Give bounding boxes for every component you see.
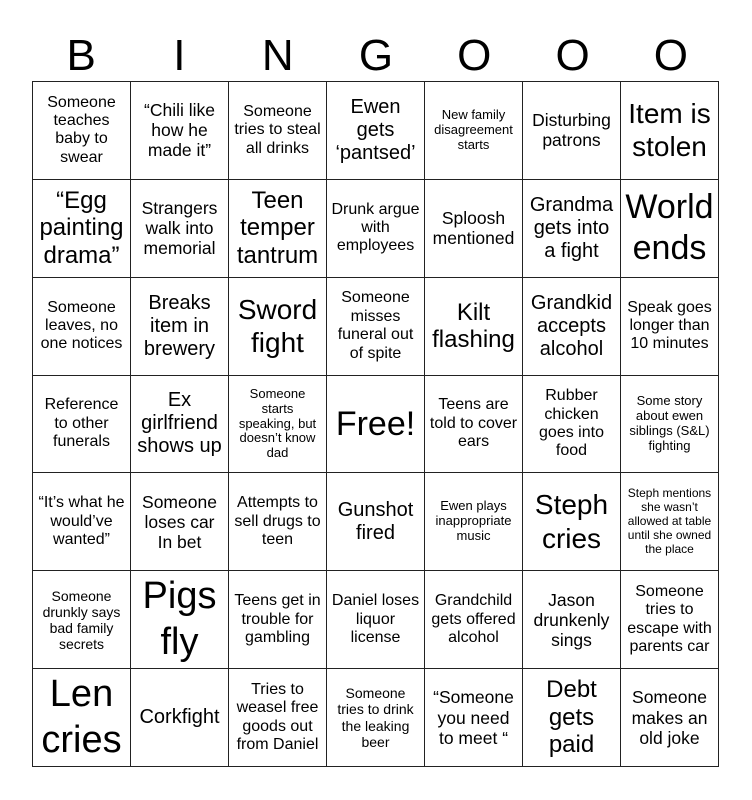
bingo-cell[interactable]: Grandkid accepts alcohol	[523, 278, 621, 376]
bingo-cell[interactable]: Kilt flashing	[425, 278, 523, 376]
bingo-cell[interactable]: Ewen gets ‘pantsed’	[327, 82, 425, 180]
bingo-cell[interactable]: Ex girlfriend shows up	[131, 376, 229, 474]
bingo-cell[interactable]: Grandma gets into a fight	[523, 180, 621, 278]
bingo-cell[interactable]: Rubber chicken goes into food	[523, 376, 621, 474]
bingo-cell[interactable]: Reference to other funerals	[33, 376, 131, 474]
free-space[interactable]: Free!	[327, 376, 425, 474]
bingo-cell[interactable]: Speak goes longer than 10 minutes	[621, 278, 719, 376]
bingo-cell[interactable]: “It’s what he would’ve wanted”	[33, 473, 131, 571]
header-letter-o-2: O	[555, 31, 590, 80]
bingo-cell[interactable]: “Egg painting drama”	[33, 180, 131, 278]
bingo-cell[interactable]: Item is stolen	[621, 82, 719, 180]
bingo-cell[interactable]: Strangers walk into memorial	[131, 180, 229, 278]
bingo-cell[interactable]: Gunshot fired	[327, 473, 425, 571]
bingo-cell[interactable]: Attempts to sell drugs to teen	[229, 473, 327, 571]
header-letter-g: G	[358, 31, 394, 80]
bingo-cell[interactable]: Someone makes an old joke	[621, 669, 719, 767]
bingo-cell[interactable]: Tries to weasel free goods out from Daniel	[229, 669, 327, 767]
bingo-cell[interactable]: Someone leaves, no one notices	[33, 278, 131, 376]
header-letter-i: I	[173, 31, 186, 80]
bingo-cell[interactable]: Someone tries to drink the leaking beer	[327, 669, 425, 767]
header-letter-o-3: O	[653, 31, 688, 80]
bingo-cell[interactable]: Someone teaches baby to swear	[33, 82, 131, 180]
bingo-cell[interactable]: Someone tries to steal all drinks	[229, 82, 327, 180]
bingo-cell[interactable]: Someone starts speaking, but doesn’t know dad	[229, 376, 327, 474]
bingo-cell[interactable]: Sword fight	[229, 278, 327, 376]
header-letter-o-1: O	[457, 31, 492, 80]
bingo-cell[interactable]: Breaks item in brewery	[131, 278, 229, 376]
bingo-cell[interactable]: Pigs fly	[131, 571, 229, 669]
bingo-cell[interactable]: “Chili like how he made it”	[131, 82, 229, 180]
bingo-cell[interactable]: Daniel loses liquor license	[327, 571, 425, 669]
bingo-cell[interactable]: “Someone you need to meet “	[425, 669, 523, 767]
bingo-cell[interactable]: Corkfight	[131, 669, 229, 767]
bingo-cell[interactable]: Steph mentions she wasn’t allowed at table until she owned the place	[621, 473, 719, 571]
bingo-cell[interactable]: Some story about ewen siblings (S&L) fighting	[621, 376, 719, 474]
bingo-cell[interactable]: Jason drunkenly sings	[523, 571, 621, 669]
bingo-cell[interactable]: World ends	[621, 180, 719, 278]
header-letter-b: B	[66, 31, 96, 80]
bingo-cell[interactable]: Grandchild gets offered alcohol	[425, 571, 523, 669]
bingo-cell[interactable]: Sploosh mentioned	[425, 180, 523, 278]
bingo-cell[interactable]: Len cries	[33, 669, 131, 767]
bingo-cell[interactable]: Teens get in trouble for gambling	[229, 571, 327, 669]
bingo-cell[interactable]: Someone loses car In bet	[131, 473, 229, 571]
bingo-cell[interactable]: Someone tries to escape with parents car	[621, 571, 719, 669]
bingo-cell[interactable]: Someone misses funeral out of spite	[327, 278, 425, 376]
bingo-cell[interactable]: Ewen plays inappropriate music	[425, 473, 523, 571]
bingo-cell[interactable]: Disturbing patrons	[523, 82, 621, 180]
bingo-cell[interactable]: Debt gets paid	[523, 669, 621, 767]
bingo-cell[interactable]: Steph cries	[523, 473, 621, 571]
bingo-header	[32, 30, 720, 82]
bingo-cell[interactable]: Drunk argue with employees	[327, 180, 425, 278]
bingo-cell[interactable]: Teens are told to cover ears	[425, 376, 523, 474]
bingo-cell[interactable]: New family disagreement starts	[425, 82, 523, 180]
bingo-card-grid	[32, 81, 719, 767]
bingo-cell[interactable]: Teen temper tantrum	[229, 180, 327, 278]
bingo-cell[interactable]: Someone drunkly says bad family secrets	[33, 571, 131, 669]
header-letter-n: N	[261, 31, 294, 80]
